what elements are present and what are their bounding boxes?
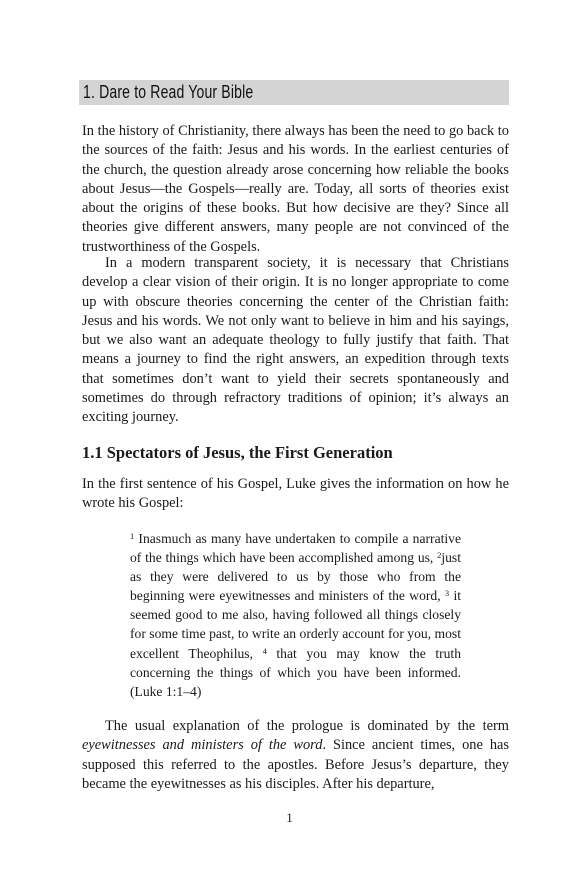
chapter-heading-bar [79, 80, 509, 105]
verse-text-1: Inasmuch as many have undertaken to compile a narrative of the things which have been accomplished among us, [130, 531, 461, 566]
section-heading: 1.1 Spectators of Jesus, the First Generation [82, 443, 393, 462]
verse-text-4: that you may know the truth concerning the things of which you have been informed. (Luke 1:1–4) [130, 645, 461, 699]
verse-number-4: 4 [262, 645, 267, 656]
verse-text-3: it seemed good to me also, having followed all things closely for some time past, to write an orderly account for you, most excellent Theophilus, [130, 588, 462, 661]
body-paragraph-2: In a modern transparent society, it is necessary that Christians develop a clear vision of their origin. It is no longer appropriate to come up with obscure theories concerning the center of the Christian faith: Jesus and his words. We not only want to believe in him and his sayings, but we also want an adequate theology to fully justify that faith. That means a journey to find the right answers, an expedition through texts that sometimes don’t want to yield their secrets spontaneously and sometimes do through refractory traditions of opinion; it’s always an exciting journey. [82, 255, 509, 426]
p4-text-start: The usual explanation of the prologue is dominated by the term [105, 718, 509, 734]
verse-number-2: 2 [437, 550, 442, 561]
body-paragraph-3: In the first sentence of his Gospel, Luke gives the information on how he wrote his Gospel: [82, 476, 509, 512]
p4-text-end: . Since ancient times, one has supposed this referred to the apostles. Before Jesus’s departure, they became the eyewitnesses as his disciples. After his departure, [82, 737, 510, 792]
verse-number-3: 3 [444, 588, 450, 599]
chapter-title: 1. Dare to Read Your Bible [83, 82, 254, 102]
p4-italic-phrase: eyewitnesses and ministers of the word [82, 737, 323, 754]
body-paragraph-1: In the history of Christianity, there always has been the need to go back to the sources of the faith: Jesus and his words. In the earliest centuries of the church, the question already arose concerning how reliable the books about Jesus—the Gospels—really are. Today, all sorts of theories exist about the origins of these books. But how decisive are they? Since all theories give different answers, many people are not convinced of the trustworthiness of the Gospels. [82, 123, 509, 255]
verse-text-2: just as they were delivered to us by those who from the beginning were eyewitnesses and ministers of the word, [130, 550, 461, 604]
block-quote-luke [130, 529, 461, 701]
verse-number-1: 1 [130, 531, 135, 541]
page-number: 1 [286, 810, 293, 825]
body-paragraph-4 [82, 717, 509, 794]
